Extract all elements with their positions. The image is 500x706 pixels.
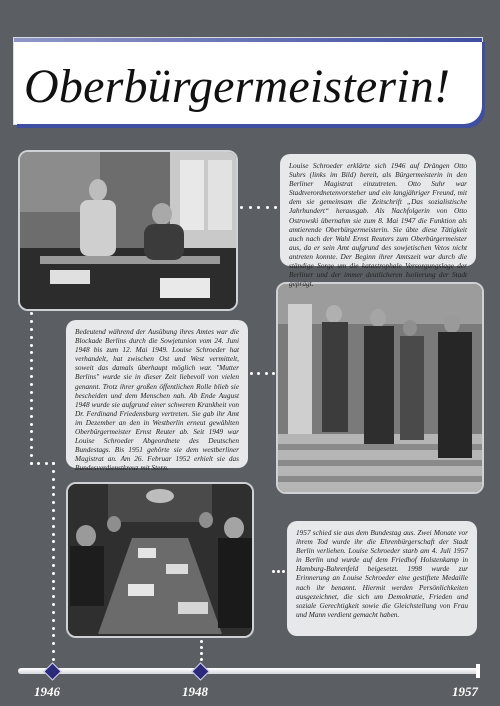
connector-dot [30, 462, 33, 465]
connector-dot [30, 351, 33, 354]
photo-council-meeting [66, 482, 254, 638]
connector-dot [200, 652, 203, 655]
connector-dot [52, 462, 55, 465]
connector-dot [52, 486, 55, 489]
connector-dot [52, 470, 55, 473]
connector-dot [30, 367, 33, 370]
connector-dot [52, 533, 55, 536]
connector-dot [52, 603, 55, 606]
connector-dot [30, 320, 33, 323]
connector-dot [30, 423, 33, 426]
connector-dot [200, 658, 203, 661]
connector-dot [30, 336, 33, 339]
connector-dot [30, 391, 33, 394]
connector-dot [282, 570, 285, 573]
connector-dot [249, 206, 252, 209]
connector-dot [52, 556, 55, 559]
connector-dot [52, 650, 55, 653]
connector-dot [30, 375, 33, 378]
connector-dot [30, 312, 33, 315]
timeline-bar [18, 668, 480, 674]
connector-dot [52, 580, 55, 583]
connector-dot [240, 206, 243, 209]
connector-dot [52, 619, 55, 622]
timeline-year-1946: 1946 [34, 684, 60, 699]
connector-dot [52, 509, 55, 512]
connector-dot [274, 206, 277, 209]
timeline-year-1948: 1948 [182, 684, 208, 699]
connector-dot [52, 658, 55, 661]
connector-dot [257, 372, 260, 375]
connector-dot [52, 493, 55, 496]
connector-dot [272, 570, 275, 573]
connector-dot [266, 206, 269, 209]
connector-dot [272, 372, 275, 375]
connector-dot [37, 462, 40, 465]
connector-dot [30, 446, 33, 449]
connector-dot [277, 570, 280, 573]
timeline-end-cap [476, 664, 480, 678]
connector-dot [52, 517, 55, 520]
connector-dot [200, 646, 203, 649]
timeline-marker-1946 [43, 662, 61, 680]
connector-dot [52, 627, 55, 630]
connector-dot [52, 572, 55, 575]
connector-dot [200, 640, 203, 643]
connector-dot [30, 399, 33, 402]
connector-dot [52, 564, 55, 567]
connector-dot [250, 372, 253, 375]
page-title: Oberbürgermeisterin! [24, 60, 451, 113]
connector-dot [52, 587, 55, 590]
connector-dot [52, 525, 55, 528]
connector-dot [265, 372, 268, 375]
connector-dot [30, 430, 33, 433]
connector-dot [52, 595, 55, 598]
text-block-1946: Louise Schroeder erklärte sich 1946 auf Drängen Otto Suhrs (links im Bild) bereit, als Bürgermeisterin in den Berliner Magistrat einzutreten. Otto Suhr war Stadtverordnetenvorsteher und ein langjähriger Freund, mit dem sie gemeinsam die Zeitschrift „Das sozialistische Jahrhundert“ herausgab. Als Nachfolgerin von Otto Ostrowski übernahm sie zum 8. Mai 1947 die Funktion als amtierende Oberbürgermeisterin. Sie übte diese Tätigkeit auch nach der Wahl Ernst Reuters zum Oberbürgermeister aus, da er sein Amt aufgrund des sowjetischen Vetos nicht antreten konnte. Der Beginn ihrer Amtszeit war durch die ständige Sorge um die katastrophale Versorgungslage der Berliner und der immer deutlicheren Isolierung der Stadt geprägt. [280, 154, 476, 266]
connector-dot [30, 407, 33, 410]
connector-dot [52, 548, 55, 551]
photo-crowd-steps [276, 282, 484, 494]
connector-dot [30, 438, 33, 441]
connector-dot [52, 634, 55, 637]
timeline-year-1957: 1957 [452, 684, 478, 699]
connector-dot [30, 383, 33, 386]
timeline-marker-1948 [191, 662, 209, 680]
connector-dot [30, 415, 33, 418]
photo-office-meeting [18, 150, 238, 311]
connector-dot [52, 642, 55, 645]
text-block-1948: Bedeutend während der Ausübung ihres Amtes war die Blockade Berlins durch die Sowjetunion vom 24. Juni 1948 bis zum 12. Mai 1949. Louise Schroeder hat verhandelt, hat zwischen Ost und West vermittelt, soweit das damals überhaupt möglich war. "Mutter Berlins" wurde sie in dieser Zeit liebevoll von vielen genannt. Trotz ihrer großen öffentlichen Rolle blieb sie bescheiden und dem Menschen nah. Ab Ende August 1948 wurde sie aufgrund einer schweren Krankheit von Dr. Ferdinand Friedensburg vertreten. Sie gab ihr Amt im Dezember an den in Westberlin erneut gewählten Oberbürgermeister Ernst Reuter ab. Seit 1949 war Louise Schroeder Abgeordnete des Deutschen Bundestags. Bis 1951 gehörte sie dem westberliner Magistrat an. Am 26. Februar 1952 erhielt sie das Bundesverdienstkreuz mit Stern. [66, 320, 248, 468]
connector-dot [30, 454, 33, 457]
text-block-1957: 1957 schied sie aus dem Bundestag aus. Zwei Monate vor ihrem Tod wurde ihr die Ehrenbürgerschaft der Stadt Berlin verliehen. Louise Schroeder starb am 4. Juli 1957 in Berlin und wurde auf dem Friedhof Holstenkamp in Hamburg-Bahrenfeld beigesetzt. 1998 wurde zur Erinnerung an Louise Schroeder eine gestiftete Medaille nach ihr benannt. Hiermit werden Persönlichkeiten ausgezeichnet, die sich um Demokratie, Frieden und soziale Gerechtigkeit sowie die Gleichstellung von Frau und Mann verdient gemacht haben. [287, 521, 477, 636]
connector-dot [52, 611, 55, 614]
connector-dot [30, 328, 33, 331]
connector-dot [30, 359, 33, 362]
connector-dot [45, 462, 48, 465]
connector-dot [52, 478, 55, 481]
connector-dot [257, 206, 260, 209]
connector-dot [52, 540, 55, 543]
connector-dot [52, 501, 55, 504]
connector-dot [30, 344, 33, 347]
